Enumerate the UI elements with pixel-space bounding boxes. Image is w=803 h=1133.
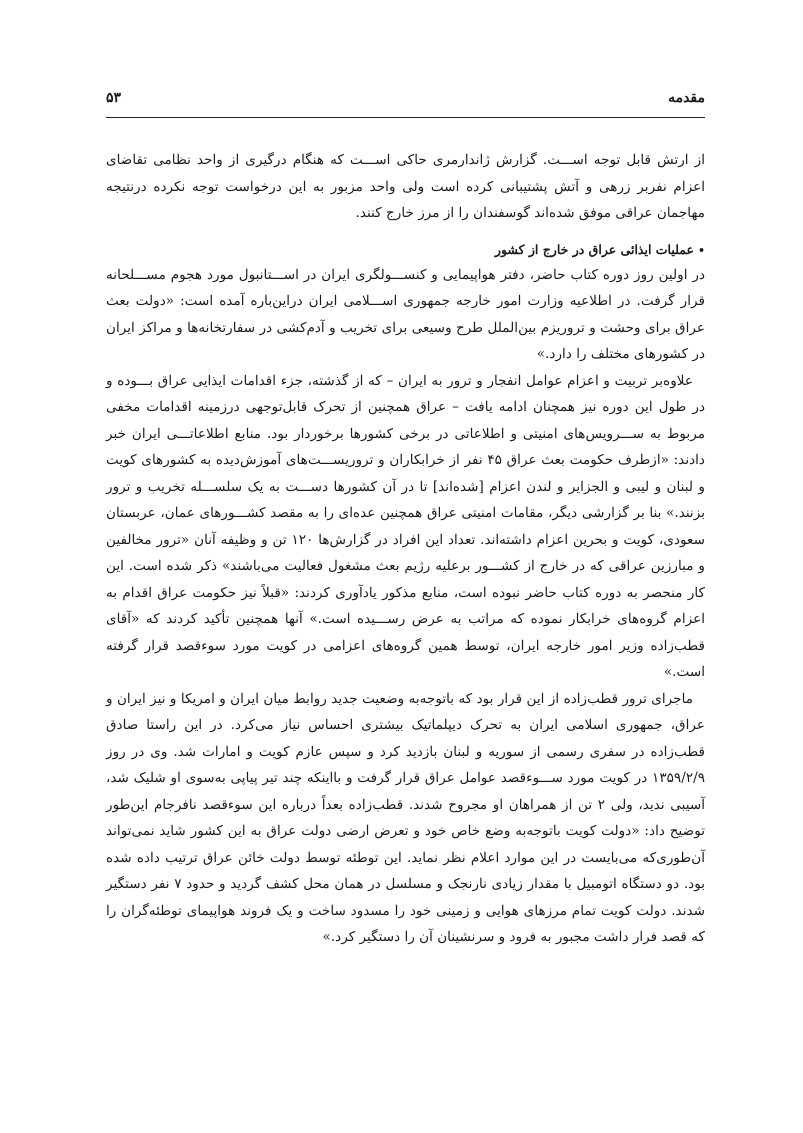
paragraph-continuation: از ارتش قابل توجه اســـت. گزارش ژاندارمری حاکی اســـت که هنگام درگیری از واحد نظامی تقاضای اعزام نفربر زرهی و آتش پشتیبانی کرده است ولی واحد مزبور به این درخواست توجه نکرده درنتیجه مهاجمان عراقی موفق شده‌اند گوسفندان را از مرز خارج کنند. [106,152,705,221]
body-text [106,147,705,951]
running-header [106,88,705,112]
paragraph-qotbzadeh-assassination: ماجرای ترور قطب‌زاده از این قرار بود که باتوجه‌به وضعیت جدید روابط میان ایران و امریکا و نیز ایران و عراق، جمهوری اسلامی ایران به تحرک دیپلماتیک بیشتری احساس نیاز می‌کرد. در این راستا صادق قطب‌زاده در سفری رسمی از سوریه و لبنان بازدید کرد و سپس عازم کویت و امارات شد. وی در روز ۱۳۵۹/۲/۹ در کویت مورد ســـوءقصد عوامل عراق قرار گرفت و بااینکه چند تیر پیاپی به‌سوی او شلیک شد، آسیبی ندید، ولی ۲ تن از همراهان او مجروح شدند. قطب‌زاده بعداً درباره این سوءقصد نافرجام این‌طور توضیح داد: «دولت کویت باتوجه‌به وضع خاص خود و تعرض ارضی دولت عراق به این کشور شاید نمی‌تواند آن‌طوری‌که می‌بایست در این موارد اعلام نظر نماید. این توطئه توسط دولت خائن عراق ترتیب داده شده بود. دو دستگاه اتومبیل با مقدار زیادی نارنجک و مسلسل در همان محل کشف گردید و حدود ۷ نفر دستگیر شدند. دولت کویت تمام مرزهای هوایی و زمینی خود را مسدود ساخت و یک فروند هواپیمای توطئه‌گران را که قصد فرار داشت مجبور به فرود و سرنشینان آن را دستگیر کرد.» [106,690,705,945]
bullet-icon: • [697,243,705,257]
header-rule [106,117,705,118]
paragraph-istanbul-attack: در اولین روز دوره کتاب حاضر، دفتر هواپیمایی و کنســـولگری ایران در اســـتانبول مورد هجوم مســـلحانه قرار گرفت. در اطلاعیه وزارت امور خارجه جمهوری اســـلامی ایران دراین‌باره آمده است: «دولت بعث عراق برای وحشت و تروریزم بین‌الملل طرح وسیعی برای تخریب و آدم‌کشی در سفارتخانه‌ها و مراکز ایران در کشورهای مختلف را دارد.» [106,266,705,362]
page-number: ۵۳ [106,90,122,106]
section-heading-text: عملیات ایذائی عراق در خارج از کشور [494,241,694,257]
paragraph-covert-operations: علاوه‌بر تربیت و اعزام عوامل انفجار و ترور به ایران – که از گذشته، جزء اقدامات ایذایی عراق بـــوده و در طول این دوره نیز همچنان ادامه یافت – عراق همچنین از تحرک قابل‌توجهی درزمینه اقدامات مخفی مربوط به ســـرویس‌های امنیتی و اطلاعاتی در برخی کشورها برخوردار بود. منابع اطلاعاتـــی ایران خبر دادند: «ازطرف حکومت بعث عراق ۴۵ نفر از خرابکاران و تروریســـت‌های آموزش‌دیده به کشورهای کویت و لبنان و لیبی و الجزایر و لندن اعزام [شده‌اند] تا در آن کشورها دســـت به یک سلســـله تخریب و ترور بزنند.» بنا بر گزارشی دیگر، مقامات امنیتی عراق همچنین عده‌ای را به مقصد کشـــورهای عمان، عربستان سعودی، کویت و بحرین اعزام داشته‌اند. تعداد این افراد در گزارش‌ها ۱۲۰ تن و وظیفه آنان «ترور مخالفین و مبارزین عراقی که در خارج از کشـــور برعلیه رژیم بعث مشغول فعالیت می‌باشند» ذکر شده است. این کار منحصر به دوره کتاب حاضر نبوده است، منابع مذکور یادآوری کردند: «قبلاً نیز حکومت عراق اقدام به اعزام گروه‌های خرابکار نموده که مراتب به عرض رســـیده است.» آنها همچنین تأکید کردند که «آقای قطب‌زاده وزیر امور خارجه ایران، توسط همین گروه‌های اعزامی در کویت مورد سوءقصد قرار گرفته است.» [106,372,705,680]
running-title: مقدمه [668,90,705,106]
section-heading [106,239,705,262]
